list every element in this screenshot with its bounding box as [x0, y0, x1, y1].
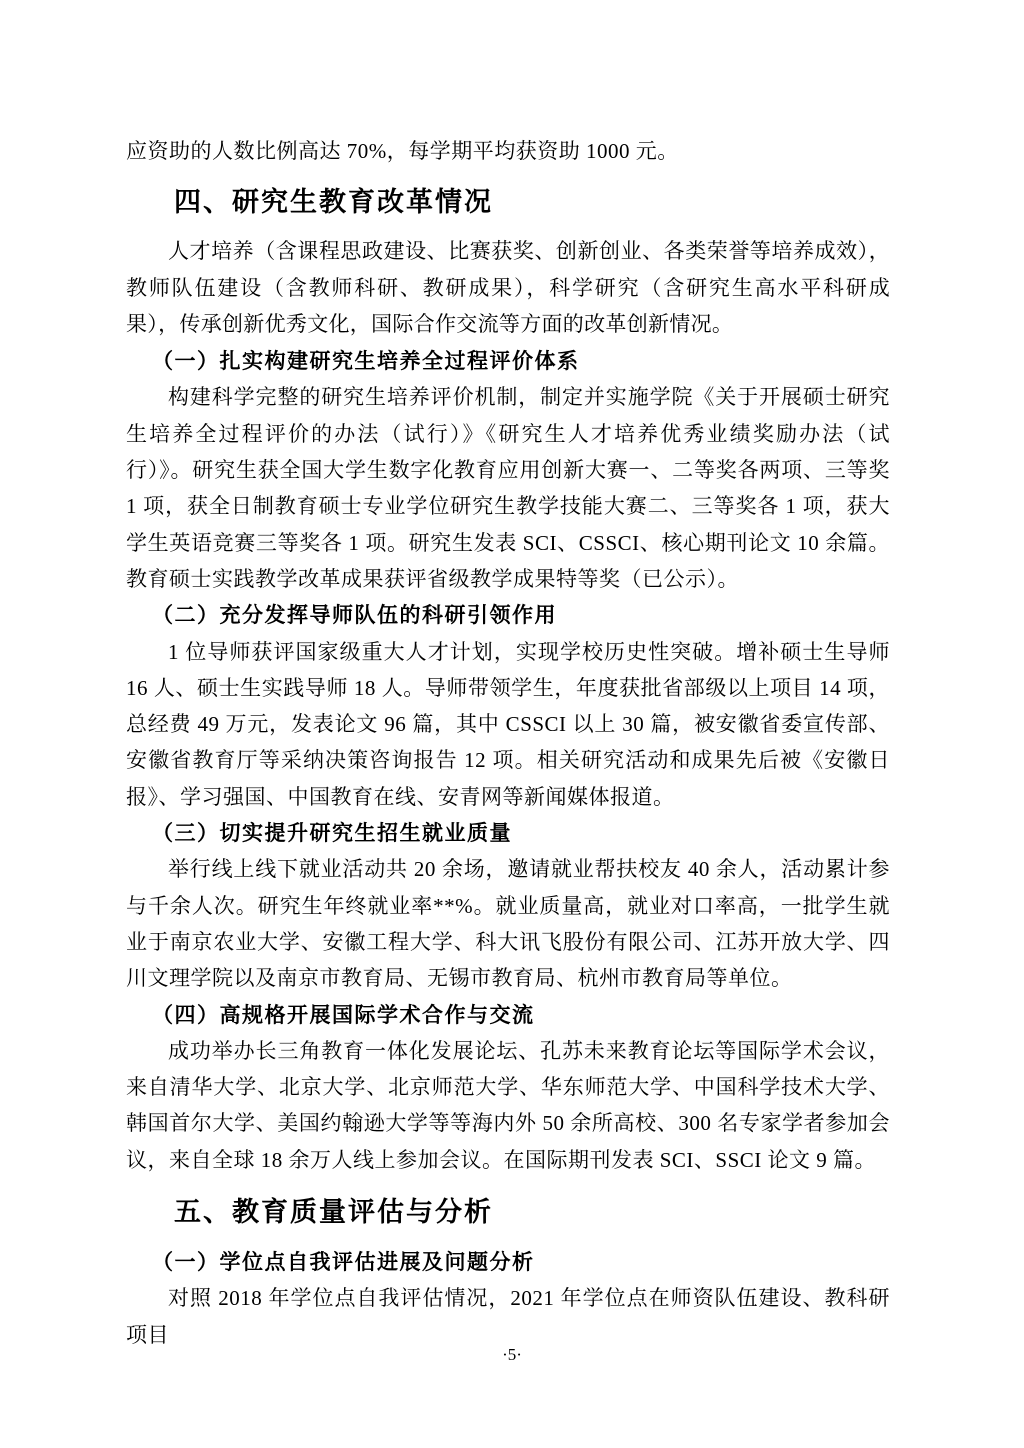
section-4-title: 四、研究生教育改革情况 — [174, 187, 493, 218]
subsection-4-2-heading: （二）充分发挥导师队伍的科研引领作用 — [152, 603, 557, 628]
subsection-4-4-heading: （四）高规格开展国际学术合作与交流 — [152, 1002, 535, 1027]
subsection-5-1-heading: （一）学位点自我评估进展及问题分析 — [152, 1250, 535, 1275]
subsection-4-3-heading: （三）切实提升研究生招生就业质量 — [152, 821, 512, 846]
subsection-5-1-paragraph: 对照 2018 年学位点自我评估情况，2021 年学位点在师资队伍建设、教科研项目 — [126, 1286, 890, 1347]
subsection-4-3-paragraph: 举行线上线下就业活动共 20 余场，邀请就业帮扶校友 40 余人，活动累计参与千余人次。研究生年终就业率**%。就业质量高，就业对口率高，一批学生就业于南京农业大学、安徽工程大学、科大讯飞股份有限公司、江苏开放大学、四川文理学院以及南京市教育局、无锡市教育局、杭州市教育局等单位。 — [126, 857, 890, 991]
subsection-4-1-heading: （一）扎实构建研究生培养全过程评价体系 — [152, 349, 580, 374]
subsection-4-2-paragraph: 1 位导师获评国家级重大人才计划，实现学校历史性突破。增补硕士生导师 16 人、硕士生实践导师 18 人。导师带领学生，年度获批省部级以上项目 14 项，总经费 49 万元，发表论文 96 篇，其中 CSSCI 以上 30 篇，被安徽省委宣传部、安徽省教育厅等采纳决策咨询报告 12 项。相关研究活动和成果先后被《安徽日报》、学习强国、中国教育在线、安青网等新闻媒体报道。 — [126, 639, 890, 809]
paragraph-continuation: 应资助的人数比例高达 70%，每学期平均获资助 1000 元。 — [126, 139, 679, 163]
subsection-4-4-paragraph: 成功举办长三角教育一体化发展论坛、孔苏未来教育论坛等国际学术会议，来自清华大学、北京大学、北京师范大学、华东师范大学、中国科学技术大学、韩国首尔大学、美国约翰逊大学等等海内外 50 余所高校、300 名专家学者参加会议，来自全球 18 余万人线上参加会议。在国际期刊发表 SCI、SSCI 论文 9 篇。 — [126, 1038, 890, 1172]
subsection-4-1-paragraph: 构建科学完整的研究生培养评价机制，制定并实施学院《关于开展硕士研究生培养全过程评价的办法（试行）》《研究生人才培养优秀业绩奖励办法（试行）》。研究生获全国大学生数字化教育应用创新大赛一、二等奖各两项、三等奖 1 项，获全日制教育硕士专业学位研究生教学技能大赛二、三等奖各 1 项，获大学生英语竞赛三等奖各 1 项。研究生发表 SCI、CSSCI、核心期刊论文 10 余篇。教育硕士实践教学改革成果获评省级教学成果特等奖（已公示）。 — [126, 385, 890, 591]
section-4-lead-paragraph: 人才培养（含课程思政建设、比赛获奖、创新创业、各类荣誉等培养成效），教师队伍建设（含教师科研、教研成果），科学研究（含研究生高水平科研成果），传承创新优秀文化，国际合作交流等方面的改革创新情况。 — [126, 240, 890, 336]
page-number: ·5· — [502, 1345, 522, 1364]
document-content — [126, 133, 890, 1353]
section-5-title: 五、教育质量评估与分析 — [174, 1197, 493, 1228]
